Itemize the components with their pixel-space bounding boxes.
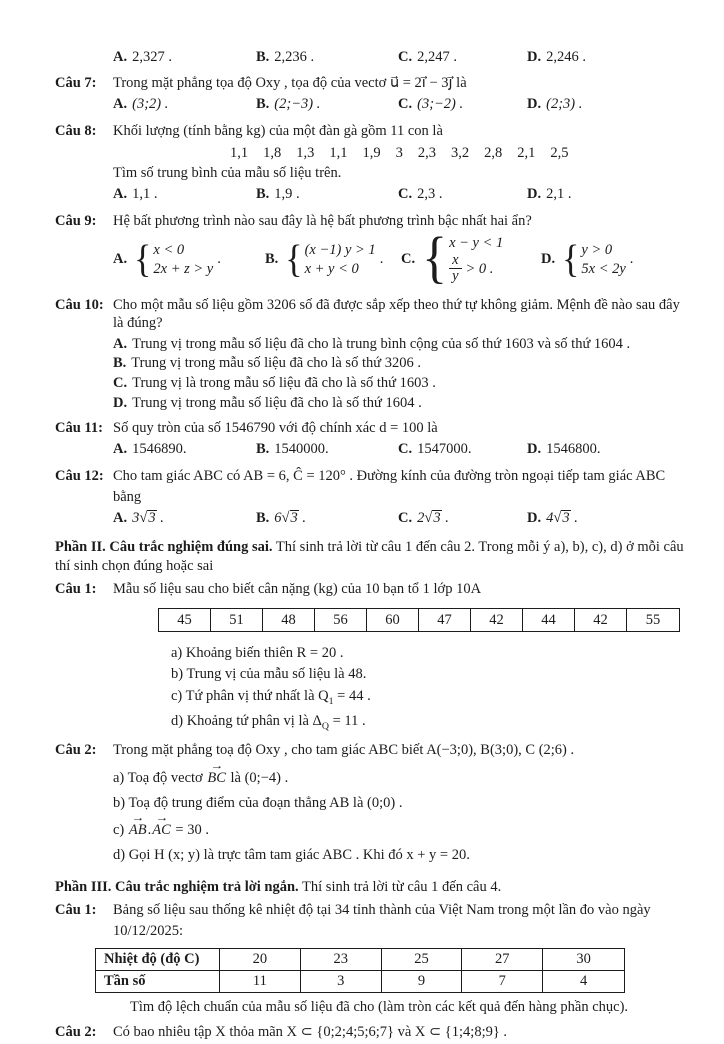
question-label: Câu 7:: [55, 75, 97, 92]
table-cell: 23: [301, 949, 382, 971]
vector-AC: AC →: [151, 819, 172, 839]
question-label: Câu 11:: [55, 419, 103, 436]
answer-option: [527, 95, 686, 113]
question-label: Câu 9:: [55, 212, 97, 229]
option-letter: D.: [527, 185, 542, 202]
question-note: Tìm độ lệch chuẩn của mẫu số liệu đã cho (làm tròn các kết quả đến hàng phần chục).: [130, 999, 629, 1016]
option-letter: B.: [256, 96, 270, 113]
question-8: [55, 122, 686, 207]
option-letter: C.: [398, 185, 413, 202]
answer-option: [256, 185, 398, 203]
table-cell: 11: [220, 971, 301, 992]
question-11: [55, 419, 686, 462]
brace: {: [134, 236, 152, 281]
system-lines: x − y < 1 $\frac{x}{y}$ > 0 .: [449, 235, 504, 285]
vector-AB: AB →: [128, 819, 148, 839]
question-label: Câu 8:: [55, 123, 97, 140]
table-cell: 44: [523, 609, 575, 631]
part2-question-1: [55, 580, 686, 737]
table-cell: 60: [367, 609, 419, 631]
option-value: 2,327 .: [132, 49, 172, 65]
question-label: Câu 10:: [55, 296, 104, 313]
option-value: 1540000.: [274, 440, 329, 457]
option-letter: D.: [527, 49, 542, 65]
table-cell: 30: [543, 949, 624, 971]
option-letter: B.: [256, 185, 270, 202]
option-value: 2√3 .: [417, 510, 449, 527]
option-letter: A.: [113, 251, 128, 268]
part3-header: [55, 878, 686, 896]
question-stem-2: bằng: [113, 489, 142, 506]
data-value: 1,9: [362, 144, 381, 161]
question-stem: Số quy tròn của số 1546790 với độ chính xác d = 100 là: [113, 419, 438, 436]
option-value: 4√3 .: [546, 510, 578, 527]
part3-header-bold: Phần III. Câu trắc nghiệm trả lời ngắn.: [55, 879, 299, 896]
data-value: 1,1: [329, 144, 348, 161]
answer-option: [256, 48, 398, 66]
option-value: Trung vị trong mẫu số liệu đã cho là số thứ 3206 .: [131, 355, 421, 372]
statement-d: d) Khoảng tứ phân vị là $\Delta_Q = 11$ .: [171, 712, 366, 732]
option-letter: B.: [265, 251, 279, 268]
option-letter: C.: [401, 251, 416, 268]
question-12-options: [113, 509, 686, 527]
question-stem: Khối lượng (tính bằng kg) của một đàn gà gồm 11 con là: [113, 123, 443, 140]
table-header-cell: Tần số: [96, 971, 220, 992]
data-value: 3,2: [451, 144, 470, 161]
option-letter: D.: [527, 96, 542, 113]
table-row: [96, 949, 624, 971]
option-letter: B.: [113, 355, 127, 372]
table-cell: 47: [419, 609, 471, 631]
statement-a: a) Khoảng biến thiên R = 20 .: [171, 644, 344, 661]
table-cell: 55: [645, 611, 661, 628]
question-label: Câu 1:: [55, 902, 97, 919]
option-letter: A.: [113, 185, 128, 202]
option-letter: A.: [113, 96, 128, 113]
option-letter: B.: [256, 510, 270, 527]
data-value: 1,8: [263, 144, 282, 161]
statement-d: d) Gọi H (x; y) là trực tâm tam giác ABC . Khi đó x + y = 20.: [113, 846, 470, 863]
answer-option: [401, 227, 541, 290]
question-10: [55, 296, 686, 414]
subscript: 1: [328, 695, 334, 707]
question-label: Câu 12:: [55, 468, 104, 485]
option-value: 1546800.: [546, 440, 601, 457]
table-cell: 7: [462, 971, 543, 992]
table-cell: 51: [211, 609, 263, 631]
answer-option: [113, 95, 256, 113]
table-cell: 3: [301, 971, 382, 992]
answer-option: [113, 236, 265, 281]
system-lines: y > 0 5x < 2y: [581, 241, 626, 277]
table-cell: 42: [575, 609, 627, 631]
option-value: 2,1 .: [546, 185, 572, 202]
option-letter: A.: [113, 335, 128, 352]
answer-option: [256, 509, 398, 527]
data-value: 1,1: [230, 144, 249, 161]
period: .: [379, 251, 384, 268]
question-stem: Cho tam giác ABC có AB = 6, Ĉ = 120° . Đường kính của đường tròn ngoại tiếp tam giác ABC: [113, 468, 666, 485]
statement-b: b) Trung vị của mẫu số liệu là 48.: [171, 666, 367, 683]
question-label: Câu 2:: [55, 742, 97, 759]
option-letter: B.: [256, 49, 270, 65]
table-cell: 42: [471, 609, 523, 631]
option-value: (3;2) .: [132, 96, 169, 113]
option-letter: A.: [113, 440, 128, 457]
option-letter: B.: [256, 440, 270, 457]
part3-question-2: [55, 1023, 686, 1044]
answer-option: [398, 95, 527, 113]
question-stem-date: 10/12/2025:: [113, 923, 184, 940]
answer-option: [398, 48, 527, 66]
answer-option: [113, 48, 256, 66]
question-9-options: [113, 227, 686, 290]
data-values-line: [230, 144, 686, 162]
answer-option: [113, 440, 256, 458]
answer-option: [398, 440, 527, 458]
part2-header-rest: Thí sinh trả lời từ câu 1 đến câu 2. Trong mỗi ý a), b), c), d) ở mỗi câu thí sinh chọn đúng hoặc sai: [55, 539, 684, 574]
option-letter: C.: [398, 49, 413, 65]
question-10-options: [113, 335, 686, 412]
option-value: (2;3) .: [546, 96, 583, 113]
answer-option: [256, 440, 398, 458]
data-value: 2,3: [417, 144, 436, 161]
option-value: 1546890.: [132, 440, 187, 457]
question-stem: Hệ bất phương trình nào sau đây là hệ bất phương trình bậc nhất hai ẩn?: [113, 212, 532, 229]
option-value: 1,9 .: [274, 185, 300, 202]
option-value: Trung vị là trong mẫu số liệu đã cho là số thứ 1603 .: [132, 375, 436, 392]
system-lines: (x −1) y > 1 x + y < 0: [304, 241, 376, 277]
answer-option: [527, 509, 686, 527]
subscript: Q: [321, 720, 329, 732]
answer-option: [398, 509, 527, 527]
question-label: Câu 1:: [55, 580, 97, 597]
table-row: [96, 971, 624, 992]
statement-c: c) AB →.AC → = 30 .: [113, 819, 686, 839]
answer-option: [113, 374, 686, 392]
option-value: 2,246 .: [546, 49, 586, 65]
option-value: Trung vị trong mẫu số liệu đã cho là trung bình cộng của số thứ 1603 và số thứ 1604 .: [132, 335, 631, 352]
option-value: 3√3 .: [132, 510, 164, 527]
question-stem: Có bao nhiêu tập X thỏa mãn X ⊂ {0;2;4;5;6;7} và X ⊂ {1;4;8;9} .: [113, 1023, 508, 1040]
question-stem: Bảng số liệu sau thống kê nhiệt độ tại 34 tỉnh thành của Việt Nam trong một lần đo vào ngày: [113, 902, 651, 919]
answer-option: [265, 236, 401, 281]
option-letter: D.: [541, 251, 556, 268]
weights-table: [158, 608, 680, 632]
answer-option: [256, 95, 398, 113]
option-value: Trung vị trong mẫu số liệu đã cho là số thứ 1604 .: [132, 394, 422, 411]
part2-question-2: [55, 741, 686, 871]
question-7-options: [113, 95, 686, 113]
question-stem: Mẫu số liệu sau cho biết cân nặng (kg) của 10 bạn tổ 1 lớp 10A: [113, 580, 482, 597]
option-value: (2;−3) .: [274, 96, 321, 113]
option-value: 2,3 .: [417, 185, 443, 202]
brace: {: [562, 236, 580, 281]
question-stem: Trong mặt phẳng toạ độ Oxy , cho tam giác ABC biết A(−3;0), B(3;0), C (2;6) .: [113, 742, 575, 759]
option-letter: A.: [113, 510, 128, 527]
option-value: (3;−2) .: [417, 96, 464, 113]
table-header-cell: Nhiệt độ (độ C): [96, 949, 220, 971]
answer-option: [527, 48, 686, 66]
table-cell: 48: [263, 609, 315, 631]
option-value: 1,1 .: [132, 185, 158, 202]
part3-question-1: [55, 901, 686, 943]
answer-option: [113, 354, 686, 372]
option-letter: D.: [527, 510, 542, 527]
question-label: Câu 2:: [55, 1023, 97, 1040]
answer-option: [527, 440, 686, 458]
option-value: 6√3 .: [274, 510, 307, 527]
vector-BC: BC →: [206, 767, 227, 787]
statement-b: b) Toạ độ trung điểm của đoạn thẳng AB là (0;0) .: [113, 794, 403, 811]
data-value: 1,3: [296, 144, 315, 161]
data-value: 2,1: [517, 144, 536, 161]
option-letter: C.: [398, 510, 413, 527]
answer-option: [113, 394, 686, 412]
question-8-options: [113, 185, 686, 203]
answer-option: [527, 185, 686, 203]
question-7: [55, 74, 686, 117]
question-9: [55, 212, 686, 291]
table-cell: 27: [462, 949, 543, 971]
answer-option: [113, 335, 686, 353]
table-cell: 25: [382, 949, 463, 971]
part3-header-rest: Thí sinh trả lời từ câu 1 đến câu 4.: [298, 879, 502, 896]
part2-header: [55, 538, 686, 574]
option-letter: C.: [398, 96, 413, 113]
data-value: 3: [395, 144, 403, 161]
period: .: [629, 251, 634, 268]
answer-option: [398, 185, 527, 203]
data-value: 2,5: [550, 144, 569, 161]
part2-header-bold: Phần II. Câu trắc nghiệm đúng sai.: [55, 539, 273, 556]
question-stem-2: Tìm số trung bình của mẫu số liệu trên.: [113, 164, 342, 181]
table-cell: 20: [220, 949, 301, 971]
fraction: $\frac{x}{y}$: [449, 253, 461, 284]
table-cell: 9: [382, 971, 463, 992]
question-stem: Cho một mẫu số liệu gồm 3206 số đã được sắp xếp theo thứ tự không giảm. Mệnh đề nào sau đây là đúng?: [113, 296, 680, 331]
answer-option: [541, 236, 686, 281]
answer-option: [113, 185, 256, 203]
question-6-options: [113, 48, 686, 66]
data-value: 2,8: [484, 144, 503, 161]
option-letter: A.: [113, 49, 128, 65]
question-stem: Trong mặt phẳng tọa độ Oxy , tọa độ của vectơ u⃗ = 2i⃗ − 3j⃗ là: [113, 75, 467, 92]
system-lines: x < 0 2x + z > y: [153, 241, 214, 277]
question-11-options: [113, 440, 686, 458]
temperature-table: [95, 948, 625, 993]
table-cell: 45: [159, 609, 211, 631]
option-value: 1547000.: [417, 440, 472, 457]
option-letter: D.: [113, 394, 128, 411]
table-cell: 4: [579, 973, 588, 990]
table-cell: 56: [315, 609, 367, 631]
option-value: 2,236 .: [274, 49, 315, 65]
option-letter: D.: [527, 440, 542, 457]
brace: {: [285, 236, 303, 281]
brace: {: [422, 227, 448, 290]
statement-a: a) Toạ độ vectơ BC → là (0;−4) .: [113, 767, 686, 787]
option-letter: C.: [113, 375, 128, 392]
option-value: 2,247 .: [417, 49, 457, 65]
question-12: [55, 467, 686, 531]
option-letter: C.: [398, 440, 413, 457]
statement-c: c) Tứ phân vị thứ nhất là $Q_1 = 44$ .: [171, 688, 371, 707]
period: .: [217, 251, 221, 268]
answer-option: [113, 509, 256, 527]
